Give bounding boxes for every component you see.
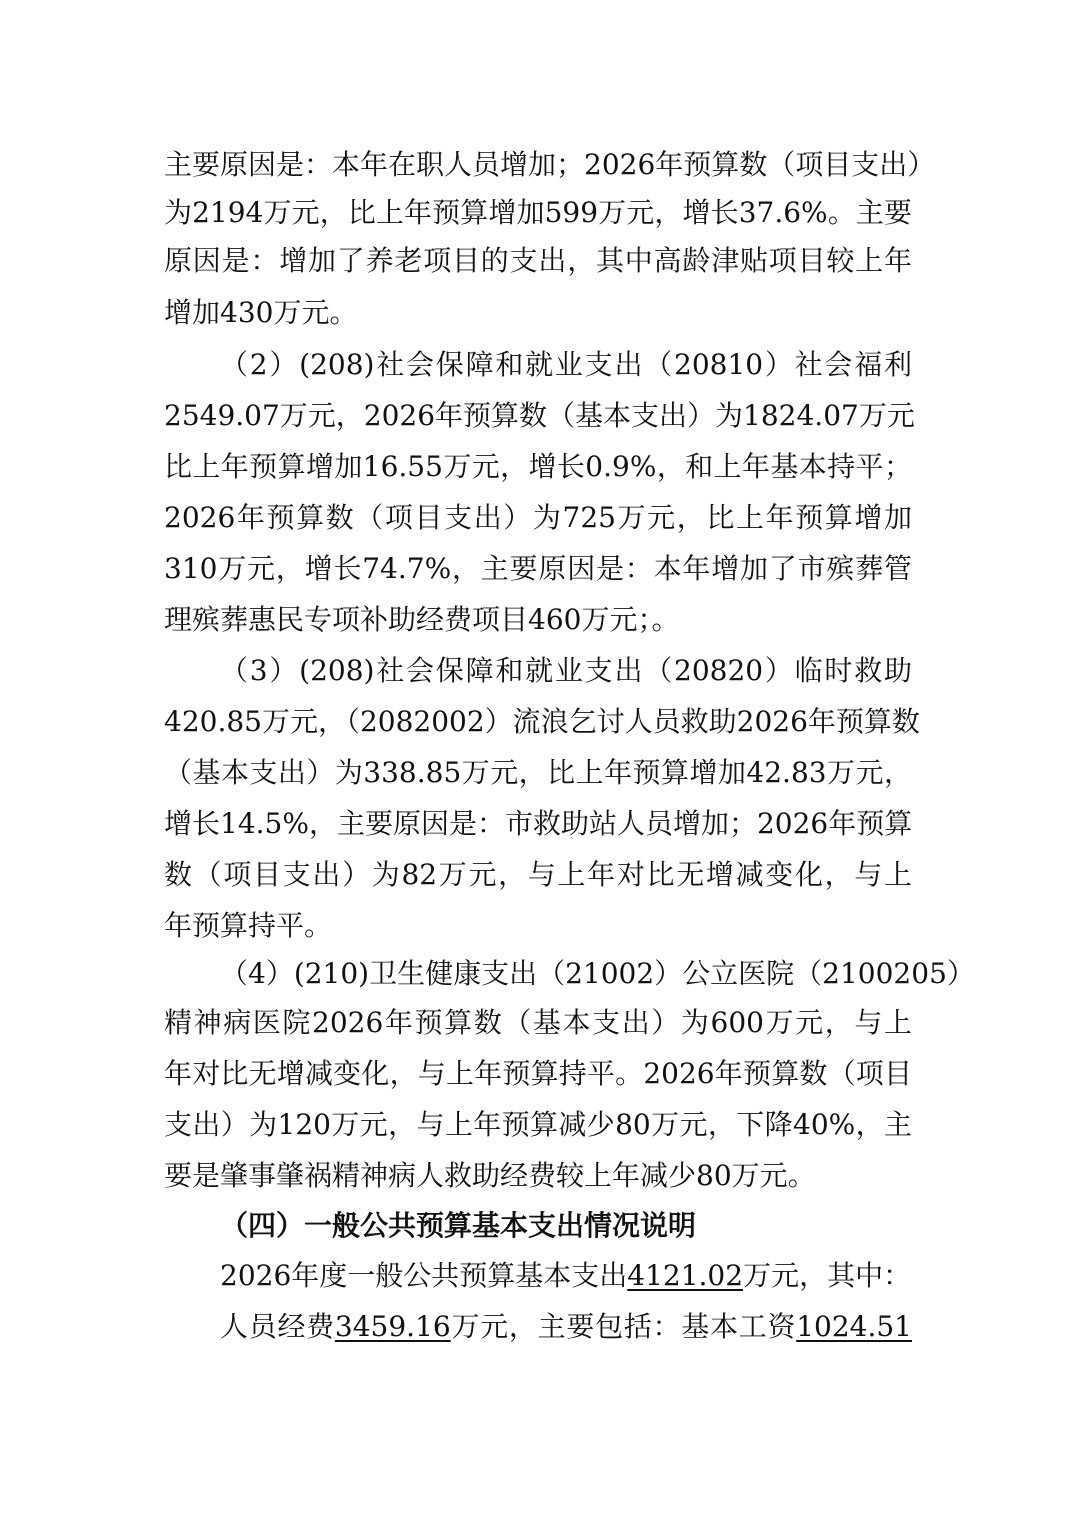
text-line: 增长14.5%，主要原因是：市救助站人员增加；2026年预算 [164, 807, 913, 840]
text-line: 年预算持平。 [164, 909, 333, 942]
text-line [220, 1309, 912, 1345]
text-line: （2）(208)社会保障和就业支出（20810）社会福利 [220, 348, 912, 381]
underlined-amount: 1024.51 [796, 1310, 912, 1343]
text-span: 万元，其中： [743, 1259, 912, 1292]
text-line: 原因是：增加了养老项目的支出，其中高龄津贴项目较上年 [164, 244, 912, 277]
text-line: 310万元，增长74.7%，主要原因是：本年增加了市殡葬管 [164, 552, 912, 585]
text-line: 要是肇事肇祸精神病人救助经费较上年减少80万元。 [164, 1159, 816, 1192]
text-line: 增加430万元。 [164, 296, 358, 329]
text-line [220, 1258, 912, 1294]
text-line: 精神病医院2026年预算数（基本支出）为600万元，与上 [164, 1006, 912, 1039]
text-span: 人员经费 [220, 1310, 335, 1343]
text-line: 2026年预算数（项目支出）为725万元，比上年预算增加 [164, 501, 912, 534]
text-line: 为2194万元，比上年预算增加599万元，增长37.6%。主要 [164, 196, 912, 229]
text-span: 2026年度一般公共预算基本支出 [220, 1259, 628, 1292]
text-line: 年对比无增减变化，与上年预算持平。2026年预算数（项目 [164, 1057, 912, 1090]
text-line: 理殡葬惠民专项补助经费项目460万元；。 [164, 603, 680, 636]
text-line: （3）(208)社会保障和就业支出（20820）临时救助 [220, 654, 912, 687]
underlined-amount: 4121.02 [627, 1259, 744, 1292]
text-line: 比上年预算增加16.55万元，增长0.9%，和上年基本持平； [164, 450, 912, 483]
section-heading: （四）一般公共预算基本支出情况说明 [220, 1209, 697, 1242]
text-line: 主要原因是：本年在职人员增加；2026年预算数（项目支出） [164, 148, 936, 181]
text-line: 2549.07万元，2026年预算数（基本支出）为1824.07万元 [164, 399, 915, 432]
text-line: （基本支出）为338.85万元，比上年预算增加42.83万元， [164, 756, 912, 789]
text-line: （4）(210)卫生健康支出（21002）公立医院（2100205） [220, 957, 975, 990]
underlined-amount: 3459.16 [334, 1310, 451, 1343]
text-line: 420.85万元，（2082002）流浪乞讨人员救助2026年预算数 [164, 705, 920, 738]
text-line: 支出）为120万元，与上年预算减少80万元，下降40%，主 [164, 1108, 912, 1141]
text-line: 数（项目支出）为82万元，与上年对比无增减变化，与上 [164, 858, 912, 891]
text-span: 万元，主要包括：基本工资 [450, 1310, 797, 1343]
